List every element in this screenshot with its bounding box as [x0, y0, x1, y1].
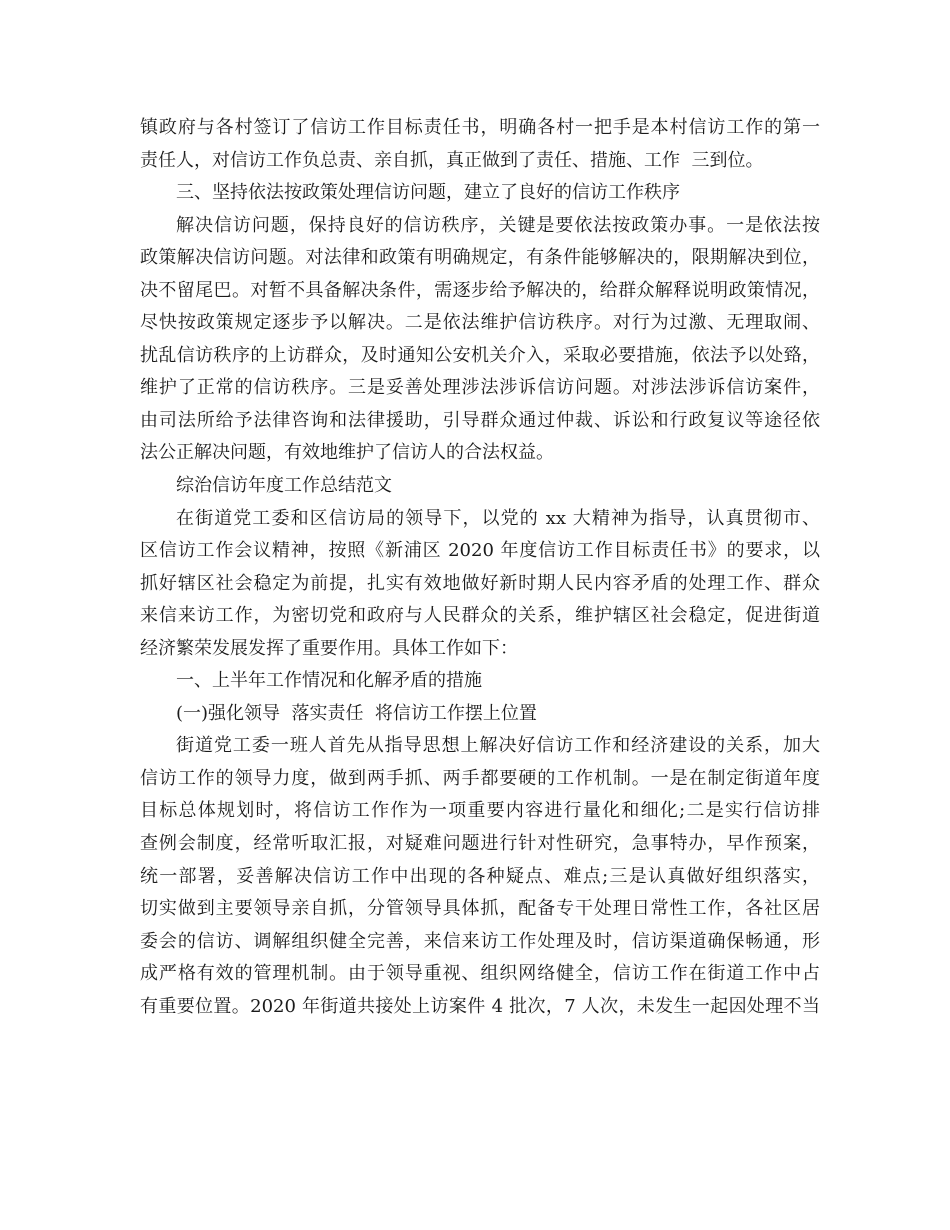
- body-line: 抓好辖区社会稳定为前提，扎实有效地做好新时期人民内容矛盾的处理工作、群众: [140, 572, 820, 594]
- body-line: 决不留尾巴。对暂不具备解决条件，需逐步给予解决的，给群众解释说明政策情况，: [140, 279, 820, 301]
- body-line: 维护了正常的信访秩序。三是妥善处理涉法涉诉信访问题。对涉法涉诉信访案件，: [140, 377, 820, 399]
- body-line: 来信来访工作，为密切党和政府与人民群众的关系，维护辖区社会稳定，促进街道: [140, 605, 820, 627]
- body-line: 镇政府与各村签订了信访工作目标责任书，明确各村一把手是本村信访工作的第一: [140, 117, 820, 138]
- body-line: 扰乱信访秩序的上访群众，及时通知公安机关介入，采取必要措施，依法予以处臵，: [140, 344, 820, 366]
- section-heading: 一、上半年工作情况和化解矛盾的措施: [176, 670, 482, 692]
- body-line: 信访工作的领导力度，做到两手抓、两手都要硬的工作机制。一是在制定街道年度: [140, 767, 820, 789]
- body-line: 成严格有效的管理机制。由于领导重视、组织网络健全，信访工作在街道工作中占: [140, 963, 820, 985]
- section-heading: 三、坚持依法按政策处理信访问题，建立了良好的信访工作秩序: [176, 182, 680, 204]
- body-line: 政策解决信访问题。对法律和政策有明确规定，有条件能够解决的，限期解决到位，: [140, 247, 820, 269]
- body-line: 区信访工作会议精神，按照《新浦区 2020 年度信访工作目标责任书》的要求，以: [140, 540, 820, 562]
- body-line: 委会的信访、调解组织健全完善，来信来访工作处理及时，信访渠道确保畅通，形: [140, 930, 820, 952]
- body-line: 目标总体规划时，将信访工作作为一项重要内容进行量化和细化;二是实行信访排: [140, 800, 820, 822]
- body-line: 尽快按政策规定逐步予以解决。二是依法维护信访秩序。对行为过激、无理取闹、: [140, 312, 820, 334]
- body-line: 由司法所给予法律咨询和法律援助，引导群众通过仲裁、诉讼和行政复议等途径依: [140, 409, 820, 431]
- body-line: 切实做到主要领导亲自抓，分管领导具体抓，配备专干处理日常性工作，各社区居: [140, 898, 820, 920]
- document-title: 综治信访年度工作总结范文: [176, 475, 392, 497]
- body-line: 街道党工委一班人首先从指导思想上解决好信访工作和经济建设的关系，加大: [176, 735, 820, 757]
- body-line: 统一部署，妥善解决信访工作中出现的各种疑点、难点;三是认真做好组织落实，: [140, 865, 820, 887]
- document-body: [140, 112, 820, 1023]
- body-line: 在街道党工委和区信访局的领导下，以党的 xx 大精神为指导，认真贯彻市、: [176, 507, 820, 529]
- body-line: 经济繁荣发展发挥了重要作用。具体工作如下：: [140, 637, 518, 659]
- subsection-heading: (一)强化领导 落实责任 将信访工作摆上位置: [176, 702, 537, 724]
- body-line: 有重要位置。2020 年街道共接处上访案件 4 批次，7 人次，未发生一起因处理不当: [140, 995, 820, 1017]
- body-line: 解决信访问题，保持良好的信访秩序，关键是要依法按政策办事。一是依法按: [176, 214, 820, 236]
- body-line: 查例会制度，经常听取汇报，对疑难问题进行针对性研究，急事特办，早作预案，: [140, 833, 820, 855]
- body-line: 法公正解决问题，有效地维护了信访人的合法权益。: [140, 442, 554, 464]
- body-line: 责任人，对信访工作负总责、亲自抓，真正做到了责任、措施、工作 三到位。: [140, 149, 764, 171]
